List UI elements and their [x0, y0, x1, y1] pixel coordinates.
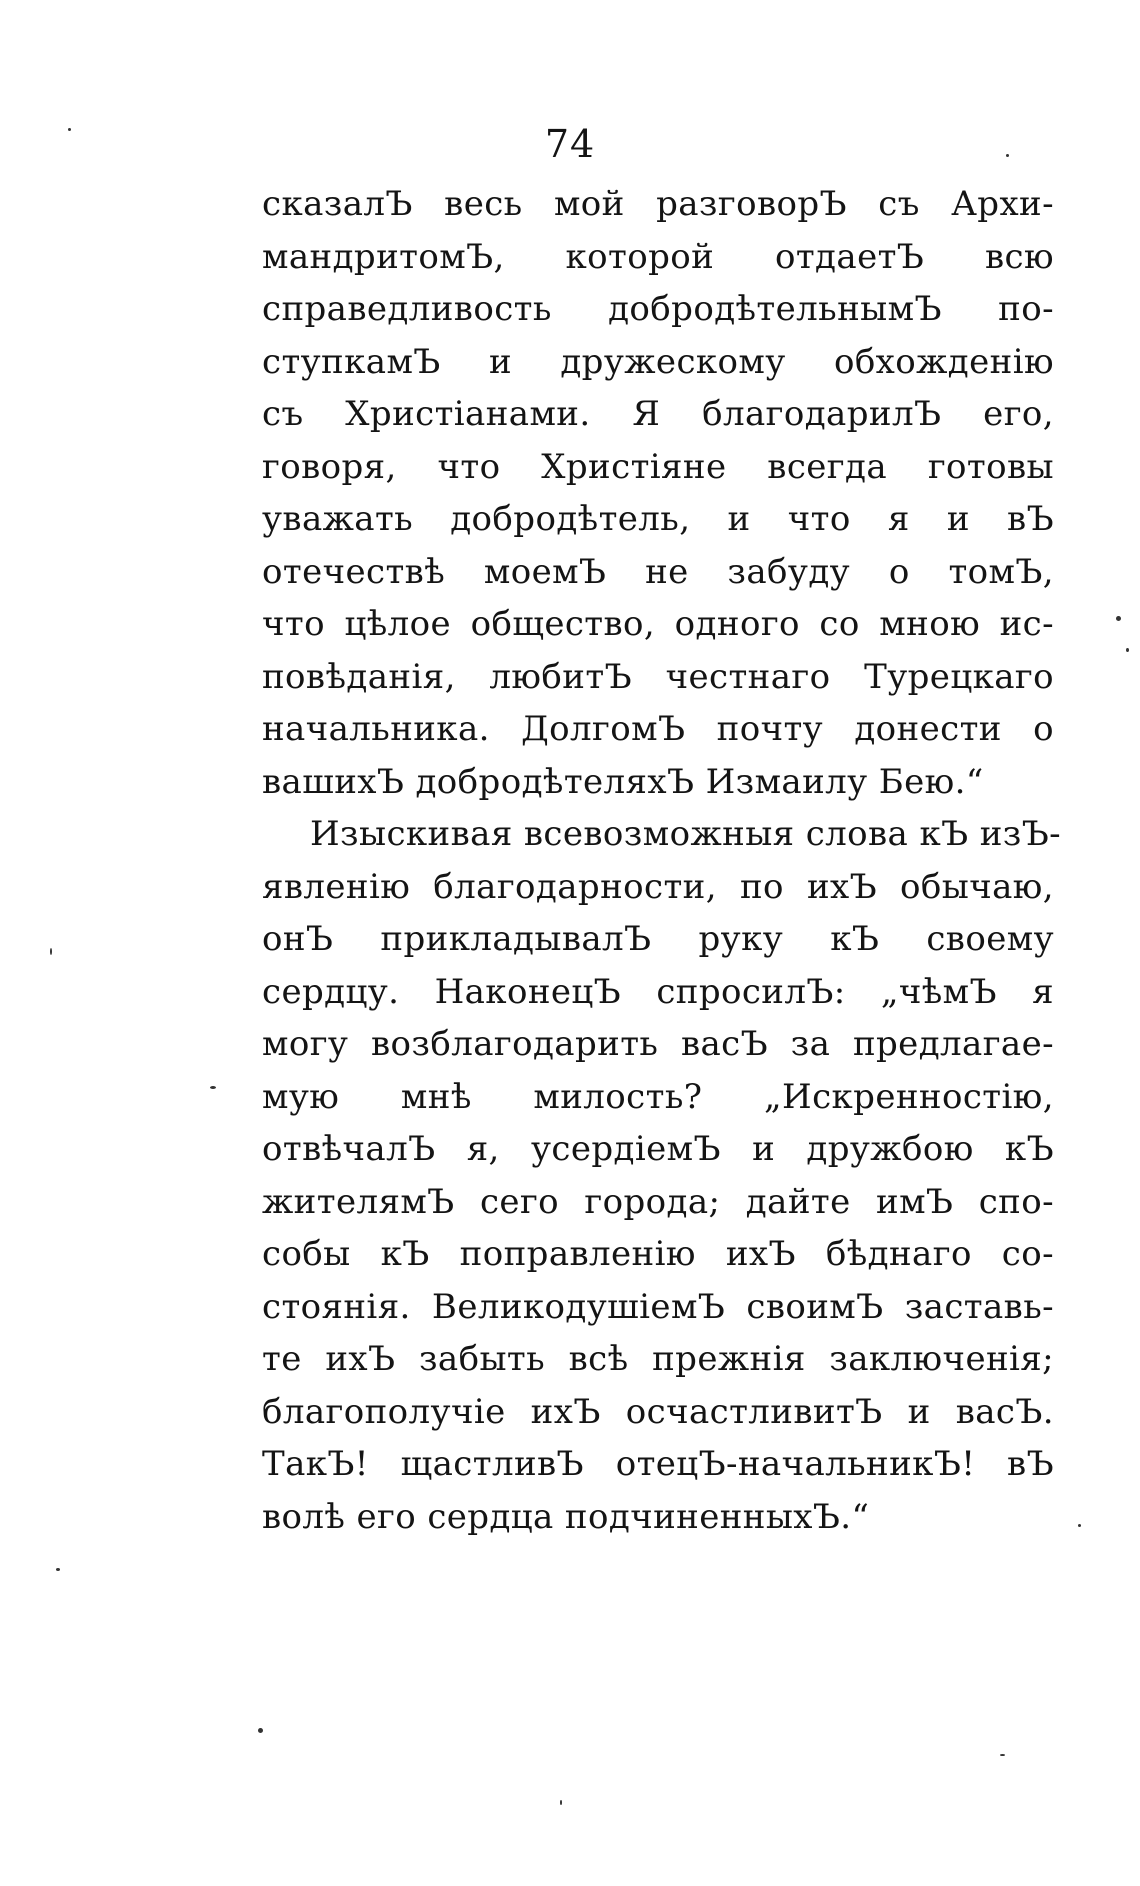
text-line: жителямЪ сего города; дайте имЪ спо-: [262, 1181, 1054, 1222]
text-line: что цѣлое общество, одного со мною ис-: [262, 604, 1054, 644]
text-line: уважать добродѣтель, и что я и вЪ: [262, 499, 1054, 539]
text-line: благополучіе ихЪ осчастливитЪ и васЪ.: [262, 1391, 1054, 1432]
paragraph-2: [262, 808, 1062, 1543]
text-line: съ Христіанами. Я благодарилЪ его,: [262, 394, 1054, 434]
text-line: справедливость добродѣтельнымЪ по-: [262, 289, 1054, 329]
speck: [68, 128, 71, 131]
text-line: мую мнѣ милость? „Искренностію,: [262, 1076, 1054, 1117]
text-line: явленію благодарности, по ихЪ обычаю,: [262, 866, 1054, 907]
speck: [560, 1800, 562, 1805]
text-line: онЪ прикладывалЪ руку кЪ своему: [262, 919, 1054, 959]
text-line: стоянія. ВеликодушіемЪ своимЪ заставь-: [262, 1286, 1054, 1327]
text-line: волѣ его сердца подчиненныхЪ.“: [262, 1496, 870, 1537]
text-line: ТакЪ! щастливЪ отецЪ-начальникЪ! вЪ: [262, 1444, 1054, 1484]
speck: [1078, 1524, 1081, 1527]
text-line: те ихЪ забыть всѣ прежнія заключенія;: [262, 1339, 1054, 1379]
text-line: отечествѣ моемЪ не забуду о томЪ,: [262, 551, 1054, 592]
speck: [56, 1568, 60, 1571]
speck: [1000, 1754, 1005, 1756]
speck: [210, 1086, 216, 1089]
text-line: ступкамЪ и дружескому обхожденію: [262, 341, 1054, 382]
text-line: сказалЪ весь мой разговорЪ съ Архи-: [262, 184, 1054, 224]
speck: [1126, 648, 1129, 652]
text-line: вашихЪ добродѣтеляхЪ Измаилу Бею.“: [262, 761, 984, 802]
paragraph-1: [262, 178, 1054, 808]
text-line: начальника. ДолгомЪ почту донести о: [262, 709, 1054, 749]
page-number: 74: [544, 122, 596, 166]
text-line: мандритомЪ, которой отдаетЪ всю: [262, 236, 1054, 277]
text-line: Изыскивая всевозможныя слова кЪ изЪ-: [310, 814, 1062, 854]
text-line: говоря, что Христіяне всегда готовы: [262, 446, 1054, 487]
text-line: собы кЪ поправленію ихЪ бѣднаго со-: [262, 1234, 1054, 1274]
speck: [50, 948, 52, 955]
text-line: могу возблагодарить васЪ за предлагае-: [262, 1024, 1054, 1064]
text-line: повѣданія, любитЪ честнаго Турецкаго: [262, 656, 1054, 697]
body-text: [262, 178, 1062, 1543]
speck: [258, 1728, 263, 1733]
speck: [1006, 154, 1009, 157]
text-line: сердцу. НаконецЪ спросилЪ: „чѣмЪ я: [262, 971, 1054, 1012]
text-line: отвѣчалЪ я, усердіемЪ и дружбою кЪ: [262, 1129, 1054, 1169]
speck: [1116, 616, 1121, 621]
